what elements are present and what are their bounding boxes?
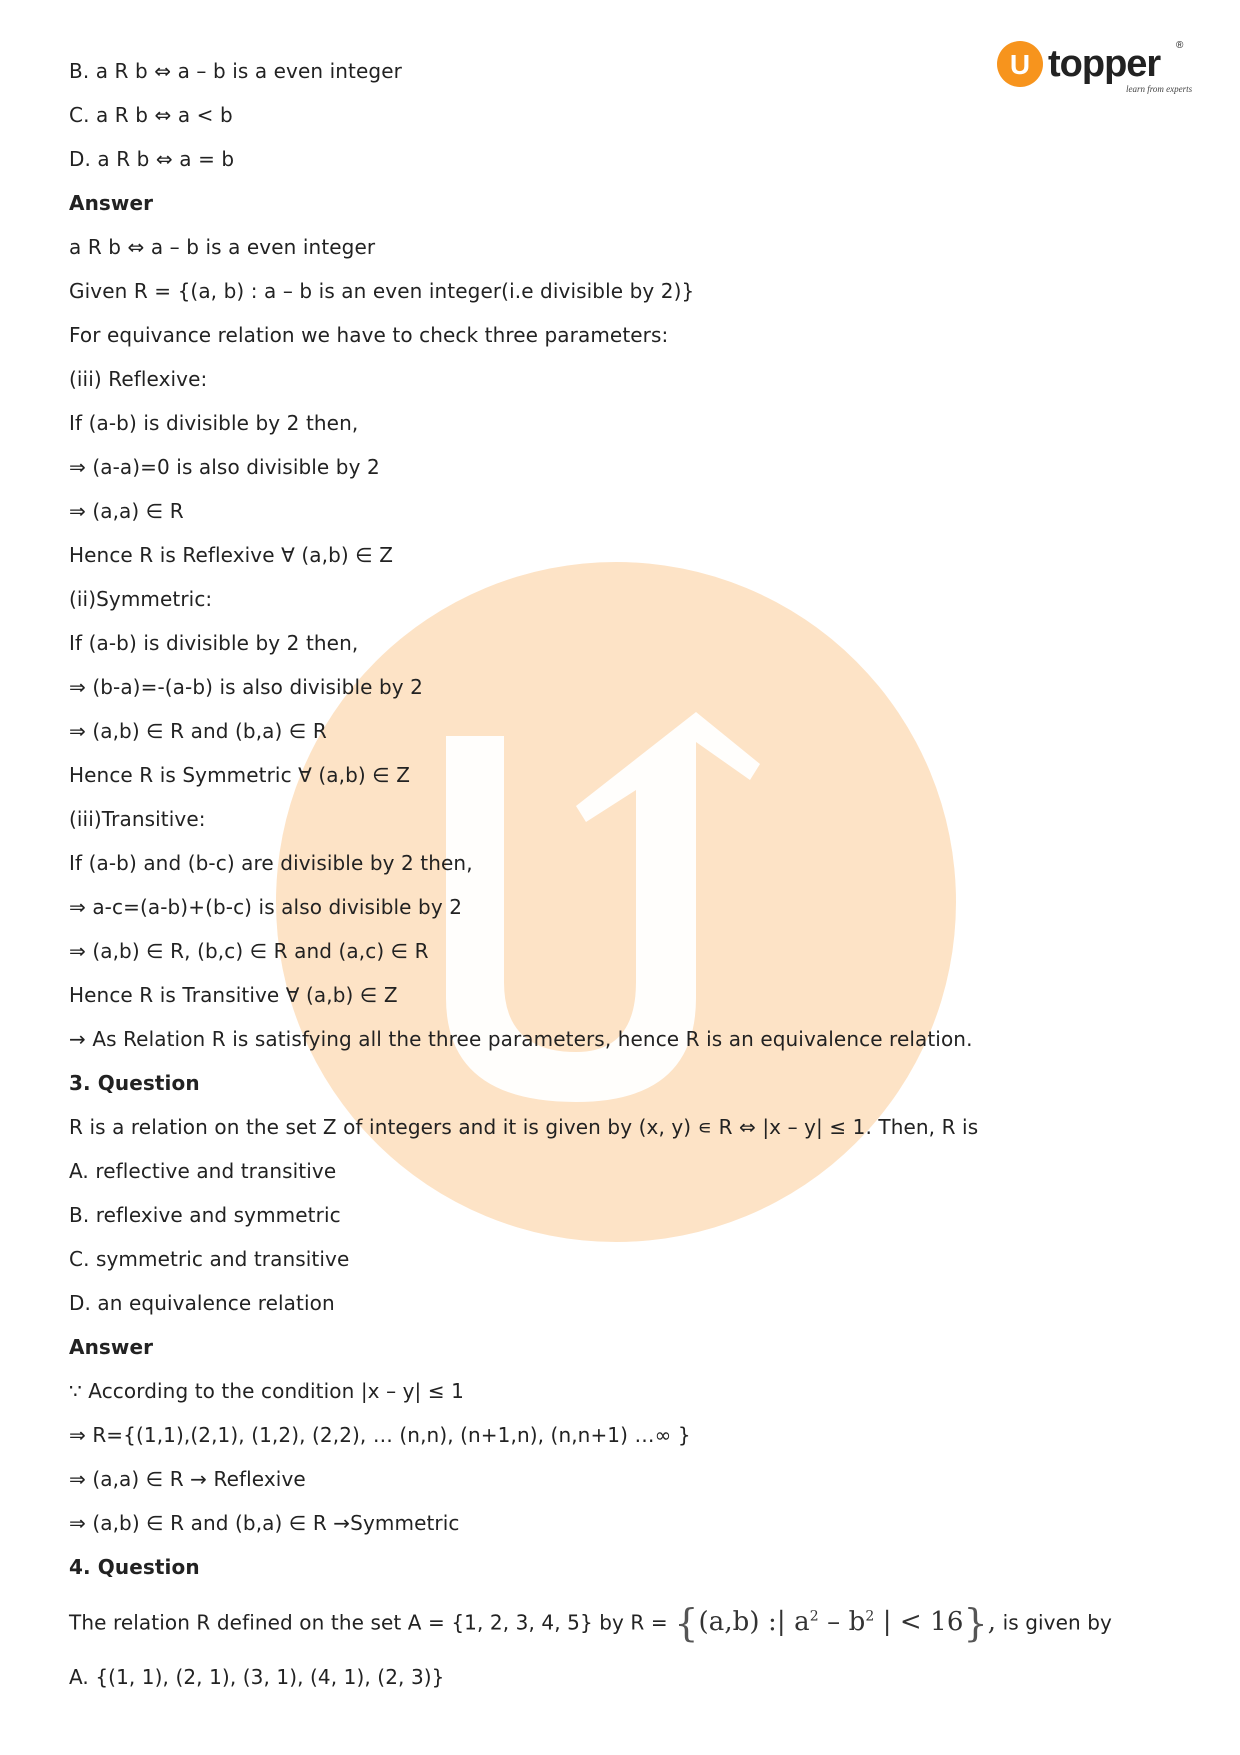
- answer-line: ∵ According to the condition |x – y| ≤ 1: [69, 1379, 464, 1403]
- q4-suffix: is given by: [996, 1610, 1112, 1635]
- answer-line: ⇒ (a-a)=0 is also divisible by 2: [69, 455, 380, 479]
- question-3-option-a: A. reflective and transitive: [69, 1159, 337, 1183]
- answer-line: ⇒ (a,a) ∈ R → Reflexive: [69, 1467, 306, 1491]
- answer-line: a R b ⇔ a – b is a even integer: [69, 235, 376, 259]
- answer-line: If (a-b) is divisible by 2 then,: [69, 411, 359, 435]
- svg-text:®: ®: [1176, 40, 1184, 51]
- question-3-option-c: C. symmetric and transitive: [69, 1247, 350, 1271]
- question-3-statement: R is a relation on the set Z of integers and it is given by (x, y) ∊ R ⇔ |x – y| ≤ 1. Then, R is: [69, 1115, 979, 1139]
- question-3-heading: 3. Question: [69, 1071, 200, 1095]
- question-3-option-b: B. reflexive and symmetric: [69, 1203, 341, 1227]
- q4-prefix: The relation R defined on the set A = {1, 2, 3, 4, 5} by R =: [69, 1610, 675, 1635]
- answer-line: If (a-b) is divisible by 2 then,: [69, 631, 359, 655]
- answer-line: ⇒ (a,b) ∈ R and (b,a) ∈ R →Symmetric: [69, 1511, 460, 1535]
- answer-heading: Answer: [69, 191, 154, 215]
- answer-line: For equivance relation we have to check three parameters:: [69, 323, 669, 347]
- svg-text:learn from experts: learn from experts: [1126, 84, 1193, 94]
- question-4-option-a: A. {(1, 1), (2, 1), (3, 1), (4, 1), (2, 3)}: [69, 1665, 445, 1689]
- utopper-logo-icon: [996, 36, 1196, 100]
- answer-line: (iii)Transitive:: [69, 807, 206, 831]
- answer-line: ⇒ R={(1,1),(2,1), (1,2), (2,2), … (n,n), (n+1,n), (n,n+1) …∞ }: [69, 1423, 691, 1447]
- question-4-heading: 4. Question: [69, 1555, 200, 1579]
- question-3-option-d: D. an equivalence relation: [69, 1291, 335, 1315]
- svg-text:topper: topper: [1048, 43, 1161, 85]
- answer-line: Hence R is Reflexive ∀ (a,b) ∈ Z: [69, 543, 394, 567]
- answer-line: Hence R is Symmetric ∀ (a,b) ∈ Z: [69, 763, 411, 787]
- option-c: C. a R b ⇔ a < b: [69, 103, 233, 127]
- answer-line: Hence R is Transitive ∀ (a,b) ∈ Z: [69, 983, 398, 1007]
- question-4-statement: [69, 1596, 1112, 1643]
- answer-line: If (a-b) and (b-c) are divisible by 2 then,: [69, 851, 473, 875]
- answer-line: ⇒ a-c=(a-b)+(b-c) is also divisible by 2: [69, 895, 463, 919]
- answer-line: ⇒ (b-a)=-(a-b) is also divisible by 2: [69, 675, 424, 699]
- answer-line: ⇒ (a,a) ∈ R: [69, 499, 184, 523]
- answer-line: ⇒ (a,b) ∈ R and (b,a) ∈ R: [69, 719, 327, 743]
- q4-formula: {(a,b) :| $a^2 - b^2$ | < 16},: [674, 1600, 997, 1645]
- answer-conclusion: → As Relation R is satisfying all the three parameters, hence R is an equivalence relation.: [69, 1027, 973, 1051]
- option-b: B. a R b ⇔ a – b is a even integer: [69, 59, 402, 83]
- option-d: D. a R b ⇔ a = b: [69, 147, 235, 171]
- answer-line: (ii)Symmetric:: [69, 587, 213, 611]
- svg-text:U: U: [1009, 49, 1031, 80]
- answer-line: Given R = {(a, b) : a – b is an even integer(i.e divisible by 2)}: [69, 279, 695, 303]
- answer-line: ⇒ (a,b) ∈ R, (b,c) ∈ R and (a,c) ∈ R: [69, 939, 429, 963]
- answer-line: (iii) Reflexive:: [69, 367, 208, 391]
- utopper-logo: [996, 36, 1196, 100]
- answer-heading: Answer: [69, 1335, 154, 1359]
